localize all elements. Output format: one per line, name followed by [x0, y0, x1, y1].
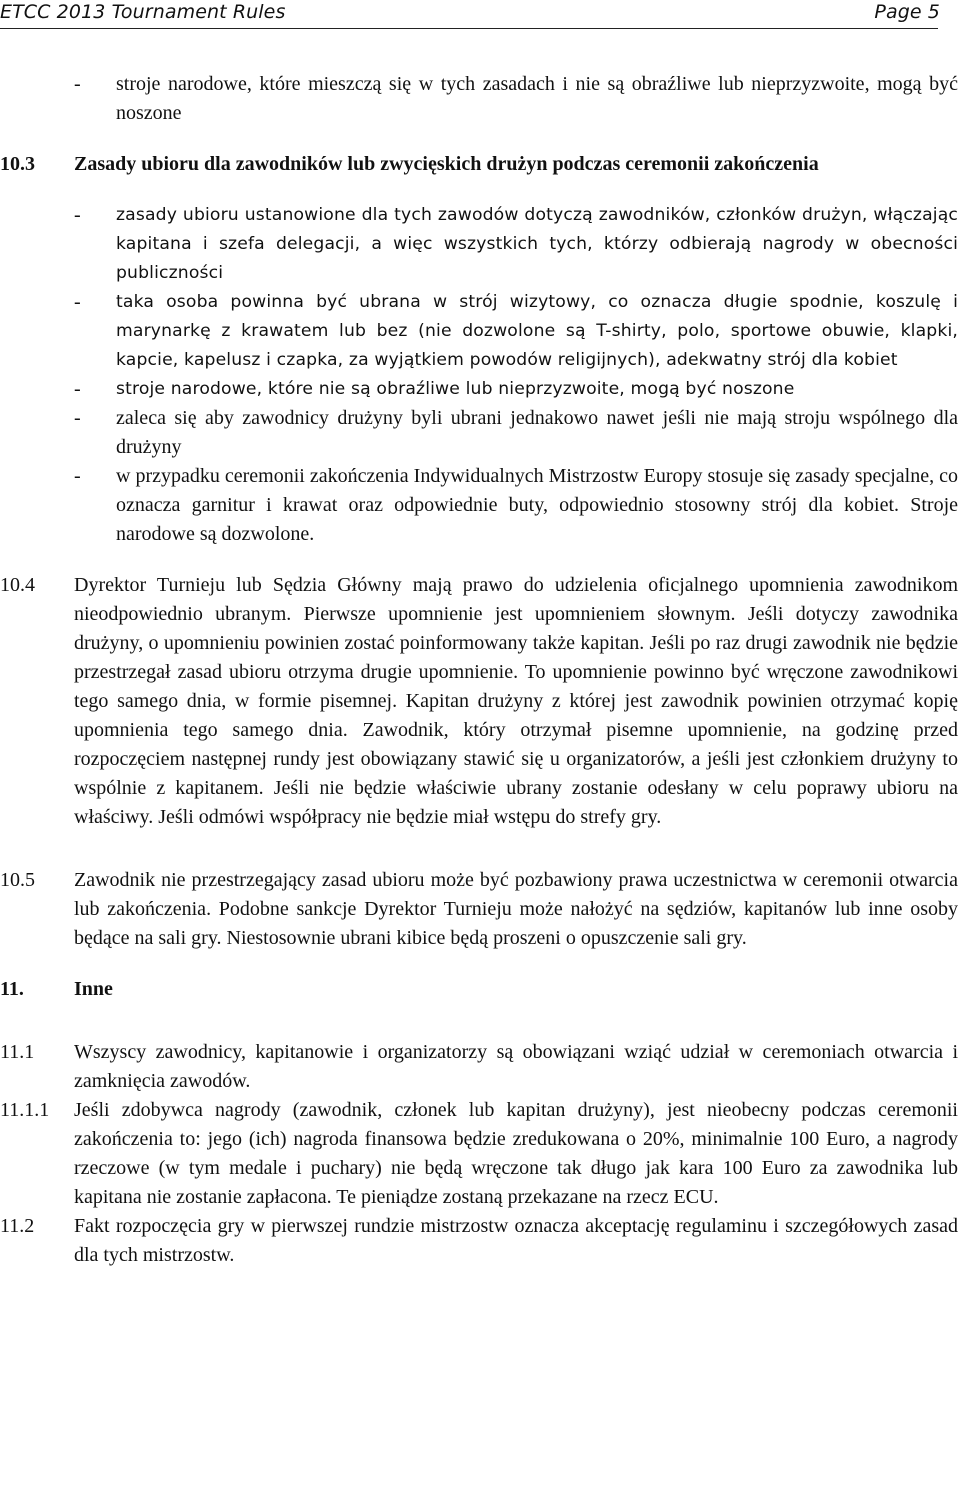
page-header [0, 0, 960, 28]
bullet-text: stroje narodowe, które mieszczą się w tych zasadach i nie są obraźliwe lub nieprzyzwoite, mogą być noszone [116, 73, 958, 124]
bullet-text: stroje narodowe, które nie są obraźliwe lub nieprzyzwoite, mogą być noszone [116, 379, 795, 399]
section-10-5 [0, 866, 958, 953]
section-heading-11 [0, 975, 958, 1004]
section-heading-10-3 [0, 150, 958, 179]
section-text: Fakt rozpoczęcia gry w pierwszej rundzie mistrzostw oznacza akceptację regulaminu i szczegółowych zasad dla tych mistrzostw. [74, 1215, 958, 1266]
section-number: 11.2 [0, 1215, 35, 1237]
bullet-team-uniform [0, 404, 958, 462]
bullet-text: taka osoba powinna być ubrana w strój wizytowy, co oznacza długie spodnie, koszulę i marynarkę z krawatem lub bez (nie dozwolone są T-shirty, polo, sportowe obuwie, klapki, kapcie, kapelusz i czapka, za wyjątkiem powodów religijnych), adekwatny strój dla kobiet [116, 292, 958, 370]
bullet-national-costumes-continued [0, 70, 958, 128]
bullet-dress-code-scope [0, 201, 958, 288]
section-number: 11. [0, 978, 24, 1000]
section-title: Zasady ubioru dla zawodników lub zwycięskich drużyn podczas ceremonii zakończenia [74, 153, 819, 175]
document-title: ETCC 2013 Tournament Rules [0, 1, 286, 23]
bullet-dash: - [74, 204, 81, 226]
section-11-1 [0, 1038, 958, 1096]
bullet-text: zasady ubioru ustanowione dla tych zawodów dotyczą zawodników, członków drużyn, włączając kapitana i szefa delegacji, a więc wszystkich tych, którzy odbierają nagrody w obecności publiczności [116, 205, 958, 283]
section-11-1-1 [0, 1096, 958, 1212]
section-text: Dyrektor Turnieju lub Sędzia Główny mają prawo do udzielenia oficjalnego upomnienia zawodnikom nieodpowiednio ubranym. Pierwsze upomnienie jest upomnieniem słownym. Jeśli dotyczy zawodnika drużyny, o upomnieniu powinien zostać poinformowany także kapitan. Jeśli po raz drugi zawodnik nie będzie przestrzegał zasad ubioru otrzyma drugie upomnienie. To upomnienie powinno być wręczone zawodnikowi tego samego dnia, w formie pisemnej. Kapitan drużyny z której jest zawodnik powinien otrzymać kopię upomnienia tego samego dnia. Zawodnik, który otrzymał pisemne upomnienie, na godzinę przed rozpoczęciem następnej rundy jest obowiązany stawić się u organizatorów, a jeśli jest członkiem drużyny to wspólnie z kapitanem. Jeśli nie będzie właściwie ubrany zostanie odesłany w celu poprawy ubioru na właściwy. Jeśli odmówi współpracy nie będzie miał wstępu do strefy gry. [74, 574, 958, 828]
page-number: Page 5 [874, 1, 940, 23]
bullet-dash: - [74, 407, 81, 429]
section-number: 11.1 [0, 1041, 35, 1063]
section-number: 11.1.1 [0, 1099, 50, 1121]
section-10-4 [0, 571, 958, 832]
bullet-formal-attire [0, 288, 958, 375]
bullet-dash: - [74, 378, 81, 400]
section-number: 10.5 [0, 869, 35, 891]
section-number: 10.4 [0, 574, 35, 596]
document-body [0, 70, 958, 1270]
bullet-dash: - [74, 291, 81, 313]
section-text: Zawodnik nie przestrzegający zasad ubioru może być pozbawiony prawa uczestnictwa w ceremonii otwarcia lub zakończenia. Podobne sankcje Dyrektor Turnieju może nałożyć na sędziów, kapitanów lub inne osoby będące na sali gry. Niestosownie ubrani kibice będą proszeni o opuszczenie sali gry. [74, 869, 958, 949]
bullet-individual-championship [0, 462, 958, 549]
section-text: Jeśli zdobywca nagrody (zawodnik, członek lub kapitan drużyny), jest nieobecny podczas ceremonii zakończenia to: jego (ich) nagroda finansowa będzie zredukowana o 20%, minimalnie 100 Euro, a nagrody rzeczowe (w tym medale i puchary) nie będą wręczone tak długo jak kara 100 Euro za zawodnika lub kapitana nie zostanie zapłacona. Te pieniądze zostaną przekazane na rzecz ECU. [74, 1099, 958, 1208]
bullet-text: zaleca się aby zawodnicy drużyny byli ubrani jednakowo nawet jeśli nie mają stroju wspólnego dla drużyny [116, 407, 958, 458]
bullet-national-costumes [0, 375, 958, 404]
section-text: Wszyscy zawodnicy, kapitanowie i organizatorzy są obowiązani wziąć udział w ceremoniach otwarcia i zamknięcia zawodów. [74, 1041, 958, 1092]
section-number: 10.3 [0, 153, 35, 175]
bullet-dash: - [74, 465, 81, 487]
header-divider [0, 28, 938, 29]
bullet-text: w przypadku ceremonii zakończenia Indywidualnych Mistrzostw Europy stosuje się zasady specjalne, co oznacza garnitur i krawat oraz odpowiednie buty, odpowiednio stosowny strój dla kobiet. Stroje narodowe są dozwolone. [116, 465, 958, 545]
bullet-dash: - [74, 73, 81, 95]
section-title: Inne [74, 978, 113, 1000]
section-11-2 [0, 1212, 958, 1270]
